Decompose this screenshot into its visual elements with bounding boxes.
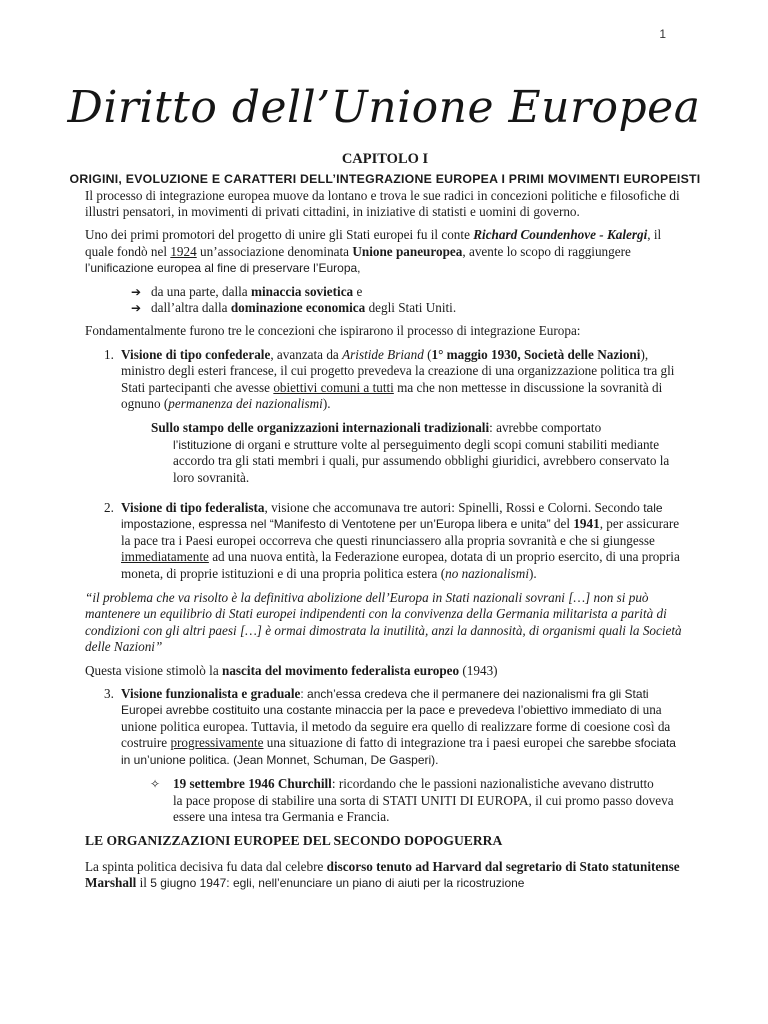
list-number: 2. bbox=[104, 500, 114, 515]
diamond-bullet-icon: ✧ bbox=[150, 777, 161, 792]
subblock-body: l’istituzione di organi e strutture volte al perseguimento degli scopi comuni stabiliti mediante accordo tra gli stati membri i quali, pur assumendo obblighi giuridici, avrebbero conservato la loro sovranità. bbox=[173, 436, 670, 485]
kalergi-name: Richard Coundenhove - Kalergi bbox=[473, 227, 648, 243]
document-body bbox=[69, 150, 701, 899]
arrow-right-icon: ➔ bbox=[131, 284, 142, 299]
list-item-confederal: 1. Visione di tipo confederale, avanzata da Aristide Briand (1° maggio 1930, Società delle Nazioni), ministro degli esteri francese, il cui progetto prevedeva la creazione di una organizzazione politica tra gli Stati partecipanti che avesse obiettivi comuni a tutti ma che non mettesse in discussione la sovranità di ognuno (permanenza dei nazionalismi). bbox=[104, 346, 675, 411]
kalergi-paragraph bbox=[85, 227, 685, 276]
churchill-continuation: la pace propose di stabilire una sorta di STATI UNITI DI EUROPA, il cui promo passo doveva essere una intesa tra Germania e Francia. bbox=[173, 792, 674, 824]
org-name: Unione paneuropea bbox=[352, 243, 463, 259]
arrow-list bbox=[85, 284, 685, 317]
conceptions-paragraph: Fondamentalmente furono tre le concezioni che ispirarono il processo di integrazione Europa: bbox=[85, 323, 581, 339]
chapter-heading: CAPITOLO I bbox=[341, 151, 429, 167]
founding-year: 1924 bbox=[170, 243, 197, 259]
numbered-list-continued bbox=[85, 686, 685, 768]
arrow-right-icon: ➔ bbox=[131, 300, 142, 315]
text-run: un’associazione denominata bbox=[196, 243, 353, 259]
document-title: Diritto dell’Unione Europea bbox=[67, 82, 701, 133]
list-number: 1. bbox=[104, 346, 114, 362]
list-item: ➔ da una parte, dalla minaccia sovietica e bbox=[131, 283, 363, 299]
text-run: l’unificazione europea al fine di preservare l’Europa, bbox=[85, 261, 361, 276]
list-number: 3. bbox=[104, 686, 114, 702]
page-number: 1 bbox=[659, 27, 666, 41]
list-item-federalist: 2. Visione di tipo federalista, visione che accomunava tre autori: Spinelli, Rossi e Colorni. Secondo tale impostazione, espressa nel “Manifesto di Ventotene per un’Europa libera e unita” del 1941, per assicurare la pace tra i Paesi europei occorreva che questi rinunciassero alla propria sovranità e che si giungesse immediatamente ad una nuova entità, la Federazione europea, dotata di un proprio esercito, di una propria moneta, di proprie istituzioni e di una propria politica estera (no nazionalismi). bbox=[104, 500, 680, 581]
text-run: , avente lo scopo di raggiungere bbox=[462, 243, 631, 259]
list-item: ➔ dall’altra dalla dominazione economica degli Stati Uniti. bbox=[131, 299, 457, 315]
confederal-subblock bbox=[151, 420, 685, 486]
marshall-paragraph: La spinta politica decisiva fu data dal celebre discorso tenuto ad Harvard dal segretario di Stato statunitense Marshall il 5 giugno 1947: egli, nell’enunciare un piano di aiuti per la ricostruzione bbox=[85, 858, 680, 891]
list-item-functionalist: 3. Visione funzionalista e graduale: anch’essa credeva che il permanere dei nazionalismi fra gli Stati Europei avrebbe costituito una costante minaccia per la pace e prevedeva l’obiettivo immediato di una unione politica europea. Tuttavia, il metodo da seguire era quello di realizzare forme di coesione così da costruire progressivamente una situazione di fatto di integrazione tra i paesi europei che sarebbe sfociata in un’unione politica. (Jean Monnet, Schuman, De Gasperi). bbox=[104, 686, 676, 767]
text-run: Uno dei primi promotori del progetto di unire gli Stati europei fu il conte bbox=[85, 227, 474, 243]
section-heading: LE ORGANIZZAZIONI EUROPEE DEL SECONDO DOPOGUERRA bbox=[85, 833, 503, 849]
subblock-heading: Sullo stampo delle organizzazioni internazionali tradizionali: avrebbe comportato bbox=[151, 420, 602, 436]
chapter-subtitle: ORIGINI, EVOLUZIONE E CARATTERI DELL’INTEGRAZIONE EUROPEA I PRIMI MOVIMENTI EUROPEISTI bbox=[69, 172, 701, 186]
numbered-list bbox=[85, 347, 685, 582]
intro-paragraph: Il processo di integrazione europea muove da lontano e trova le sue radici in concezioni politiche e filosofiche di illustri pensatori, in movimenti di privati cittadini, in iniziative di statisti e uomini di governo. bbox=[85, 187, 680, 219]
ventotene-quote: “il problema che va risolto è la definitiva abolizione dell’Europa in Stati nazionali sovrani […] non si può mantenere un equilibrio di Stati europei indipendenti con la convivenza della Germania militarista a parità di condizioni con gli altri paesi […] è ormai dimostrata la inutilità, anzi la dannosità, di organismi quali la Società delle Nazioni” bbox=[85, 590, 682, 655]
text-run: , il quale fondò nel bbox=[85, 227, 662, 259]
churchill-item: ✧ 19 settembre 1946 Churchill: ricordando che le passioni nazionalistiche avevano distrutto bbox=[150, 776, 654, 792]
federalist-movement-paragraph: Questa visione stimolò la nascita del movimento federalista europeo (1943) bbox=[85, 662, 498, 678]
